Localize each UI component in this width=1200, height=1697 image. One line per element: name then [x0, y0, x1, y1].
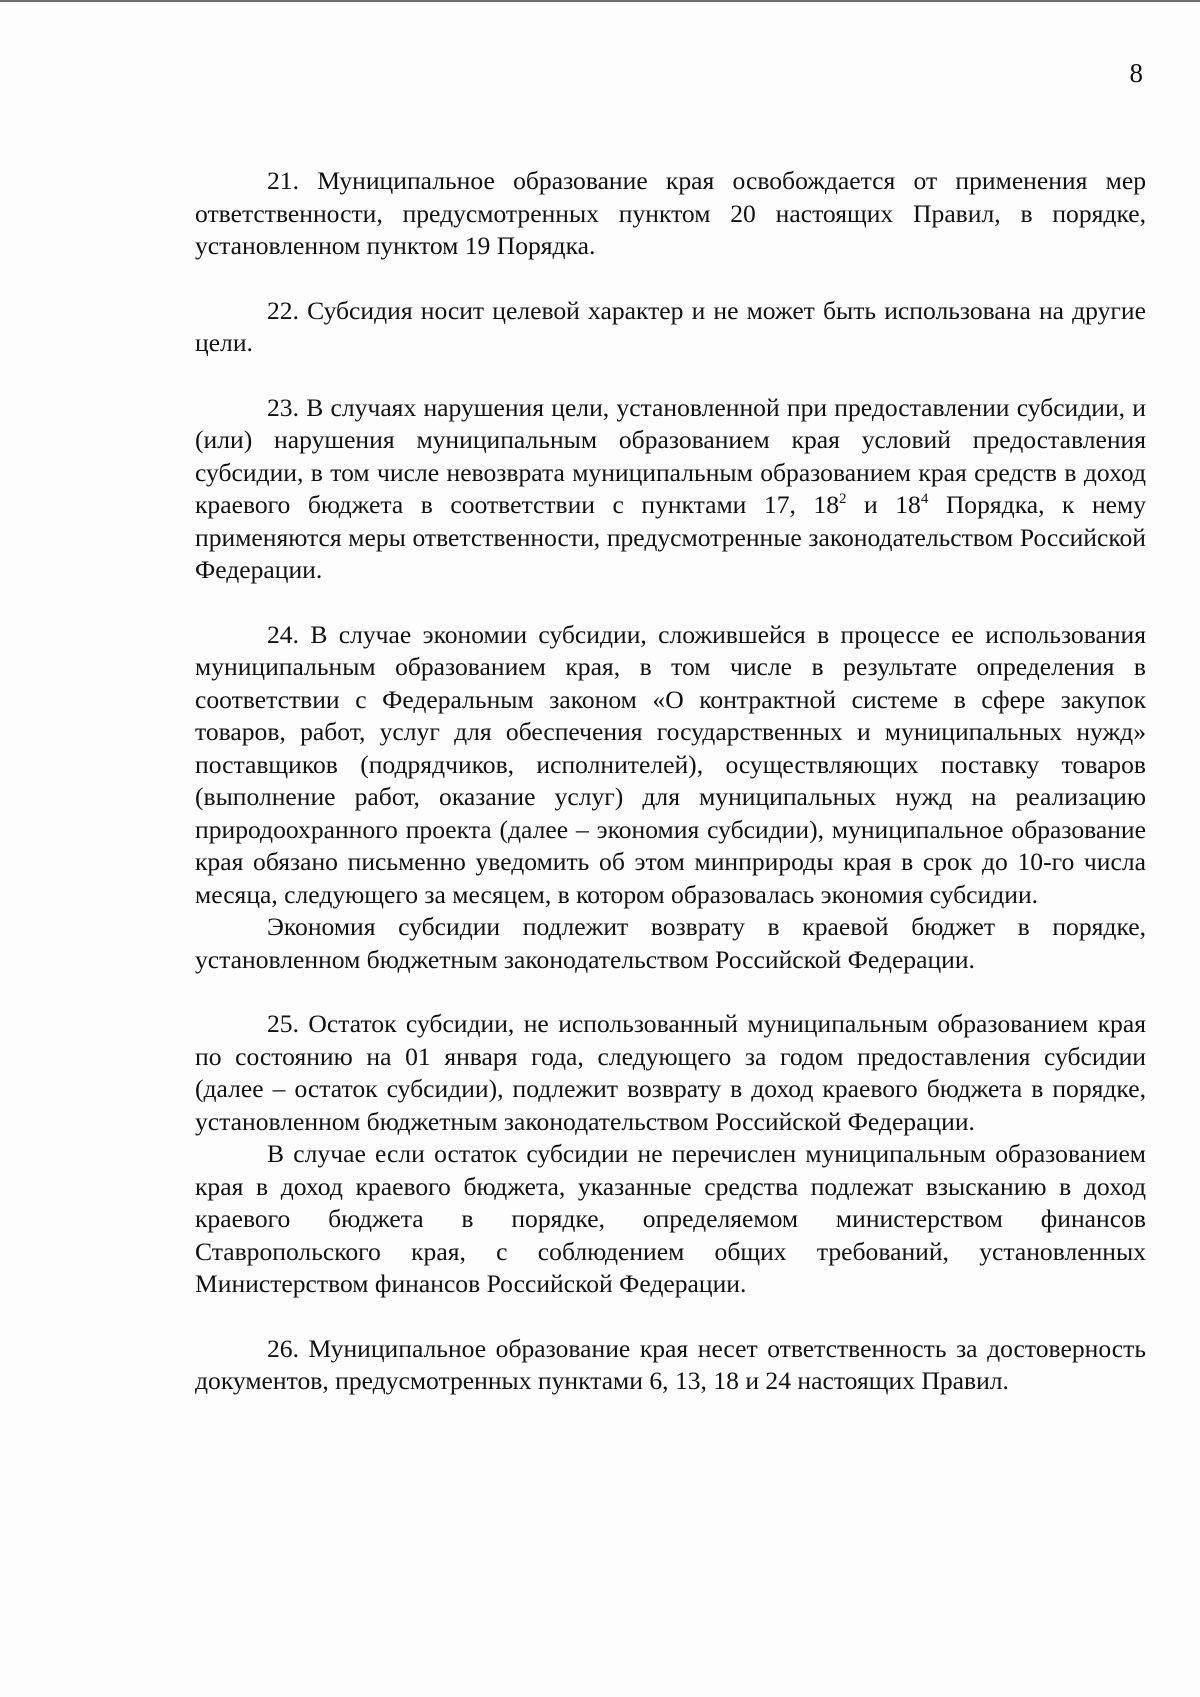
paragraph-23-text-2: и 18 [846, 490, 921, 519]
paragraph-25: 25. Остаток субсидии, не использованный муниципальным образованием края по состоянию на 01 января года, следующего за годом предоставления субсидии (далее – остаток субсидии), подлежит возврату в доход краевого бюджета в порядке, установленном бюджетным законодательством Российской Федерации. [195, 1009, 1146, 1136]
paragraph-23-text-1: 23. В случаях нарушения цели, установленной при предоставлении субсидии, и (или) нарушения муниципальным образованием края условий предоставления субсидии, в том числе невозврата муниципальным образованием края средств в доход краевого бюджета в соответствии с пунктами 17, 18 [195, 392, 1146, 519]
top-scan-edge [0, 0, 1200, 2]
paragraph-26: 26. Муниципальное образование края несет ответственность за достоверность документов, предусмотренных пунктами 6, 13, 18 и 24 настоящих Правил. [195, 1333, 1146, 1395]
paragraph-23 [195, 392, 1146, 587]
document-body [195, 165, 1146, 1398]
paragraph-24-continuation: Экономия субсидии подлежит возврату в краевой бюджет в порядке, установленном бюджетным законодательством Российской Федерации. [195, 912, 1146, 974]
paragraph-23-text-3: Порядка, к нему применяются меры ответственности, предусмотренные законодательством Российской Федерации. [195, 490, 1146, 584]
superscript-4: 4 [920, 491, 929, 507]
paragraph-24: 24. В случае экономии субсидии, сложившейся в процессе ее использования муниципальным образованием края, в том числе в результате определения в соответствии с Федеральным законом «О контрактной системе в сфере закупок товаров, работ, услуг для обеспечения государственных и муниципальных нужд» поставщиков (подрядчиков, исполнителей), осуществляющих поставку товаров (выполнение работ, оказание услуг) для муниципальных нужд на реализацию природоохранного проекта (далее – экономия субсидии), муниципальное образование края обязано письменно уведомить об этом минприроды края в срок до 10-го числа месяца, следующего за месяцем, в котором образовалась экономия субсидии. [195, 619, 1146, 909]
page-number: 8 [1129, 58, 1143, 88]
paragraph-22: 22. Субсидия носит целевой характер и не может быть использована на другие цели. [195, 295, 1146, 357]
paragraph-21: 21. Муниципальное образование края освобождается от применения мер ответственности, предусмотренных пунктом 20 настоящих Правил, в порядке, установленном пунктом 19 Порядка. [195, 166, 1146, 260]
superscript-2: 2 [839, 491, 847, 507]
paragraph-25-continuation: В случае если остаток субсидии не перечислен муниципальным образованием края в доход краевого бюджета, указанные средства подлежат взысканию в доход краевого бюджета в порядке, определяемом министерством финансов Ставропольского края, с соблюдением общих требований, установленных Министерством финансов Российской Федерации. [195, 1139, 1146, 1298]
